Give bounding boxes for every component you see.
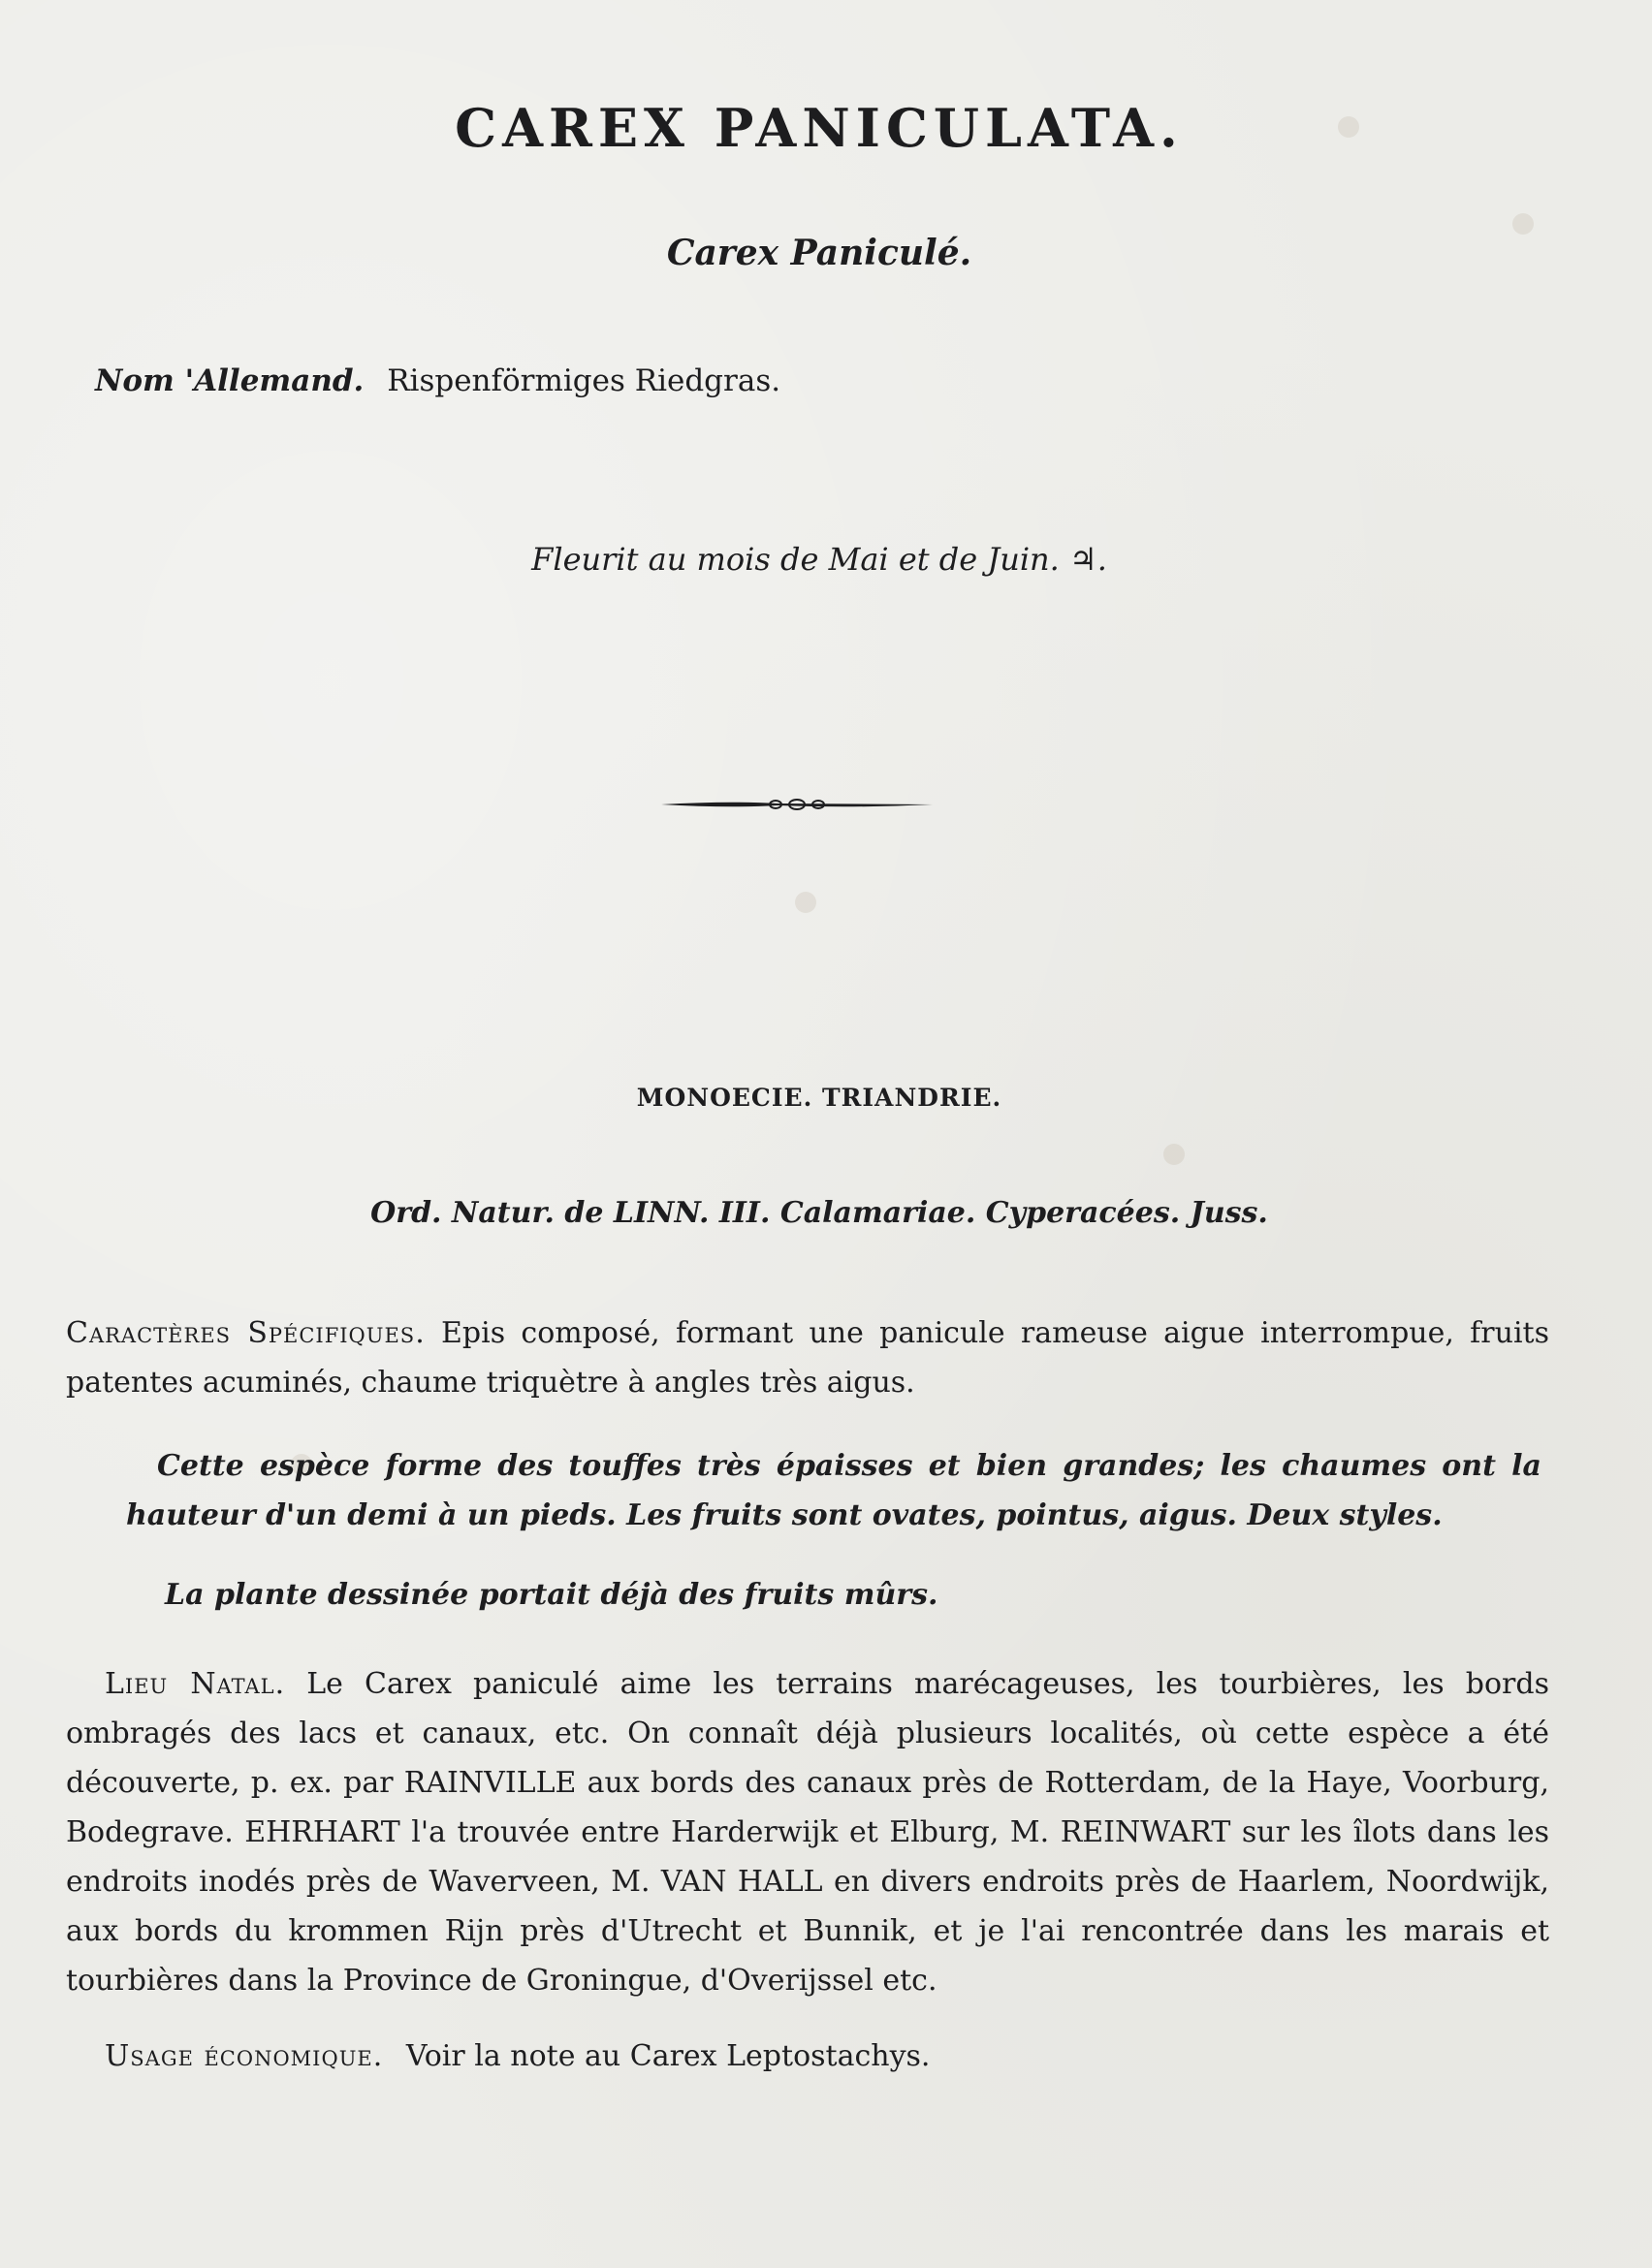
- drawing-note: La plante dessinée portait déjà des fruits mûrs.: [165, 1578, 938, 1612]
- description: Cette espèce forme des touffes très épaisses et bien grandes; les chaumes ont la hauteur d'un demi à un pieds. Les fruits sont ovates, pointus, aigus. Deux styles.: [126, 1449, 1541, 1532]
- habitat-label: Lieu Natal.: [105, 1667, 286, 1701]
- stain: [795, 892, 816, 913]
- specific-characters: [66, 1308, 1549, 1407]
- flowering-time: Fleurit au mois de Mai et de Juin. ♃.: [531, 541, 1107, 578]
- habitat: [66, 1659, 1549, 2005]
- german-label: Nom 'Allemand.: [95, 363, 365, 398]
- usage-text: Voir la note au Carex Leptostachys.: [405, 2039, 931, 2073]
- stain: [1512, 213, 1534, 235]
- habitat-text: Le Carex paniculé aime les terrains marécageuses, les tourbières, les bords ombragés des lacs et canaux, etc. On connaît déjà plusieurs localités, où cette espèce a été découverte, p. ex. par RAINVILLE aux bords des canaux près de Rotterdam, de la Haye, Voorburg, Bodegrave. EHRHART l'a trouvée entre Harderwijk et Elburg, M. REINWART sur les îlots dans les endroits inodés près de Waverveen, M. VAN HALL en divers endroits près de Haarlem, Noordwijk, aux bords du krommen Rijn près d'Utrecht et Bunnik, et je l'ai rencontrée dans les marais et tourbières dans la Province de Groningue, d'Overijssel etc.: [66, 1667, 1549, 1998]
- page-title: CAREX PANICULATA.: [455, 97, 1184, 159]
- economic-usage: [105, 2032, 1588, 2081]
- classification: MONOECIE. TRIANDRIE.: [636, 1084, 1002, 1112]
- german-name: Rispenförmiges Riedgras.: [387, 363, 781, 398]
- natural-order: Ord. Natur. de LINN. III. Calamariae. Cyperacées. Juss.: [370, 1196, 1268, 1230]
- characters-label: Caractères Spécifiques.: [66, 1316, 426, 1350]
- characters-text: Epis composé, formant une panicule rameuse aigue interrompue, fruits patentes acuminés, chaume triquètre à angles très aigus.: [66, 1316, 1549, 1400]
- german-name-line: [95, 363, 780, 398]
- usage-label: Usage économique.: [105, 2039, 384, 2073]
- ornament-divider: [661, 793, 933, 816]
- french-name: Carex Paniculé.: [666, 233, 972, 273]
- stain: [1163, 1144, 1185, 1165]
